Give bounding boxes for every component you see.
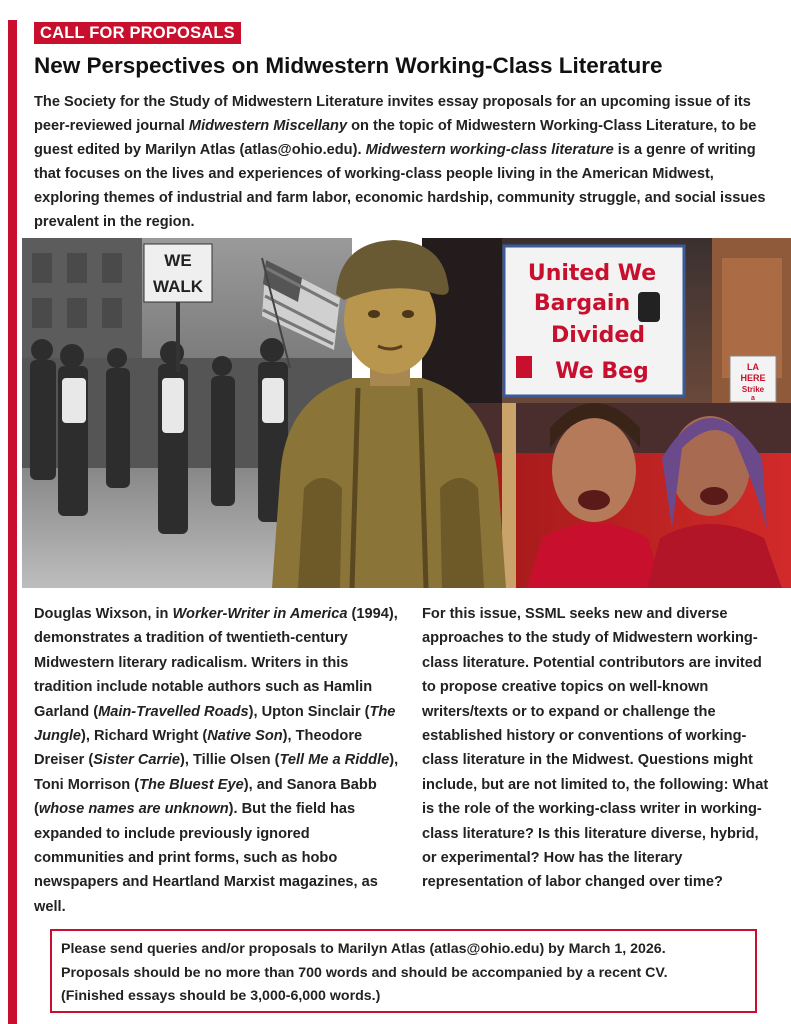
notice-line-1: Please send queries and/or proposals to Marilyn Atlas (atlas@ohio.edu) by March 1, 2026. [61,941,666,957]
wooden-ruler [502,403,516,588]
svg-text:LA: LA [747,362,759,372]
right-column-paragraph: For this issue, SSML seeks new and diverse approaches to the study of Midwestern working-class literature. Potential contributors are invited to propose creative topics on well-known writers/texts or to expand or challenge the established history or conventions of working-class literature in the Midwest. Questions might include, but are not limited to, the following: What is the role of the working-class writer in working-class literature? Is this literature diverse, hybrid, or experimental? How has the literary representation of labor changed over time? [422,606,769,891]
svg-text:a: a [751,395,755,402]
sign-walk-text: WALK [152,277,204,296]
submission-notice-box [50,929,757,1013]
modern-rally-photo [422,238,791,408]
sign-line-3: Divided [550,323,646,348]
protest-photo-collage [22,238,791,588]
left-column-paragraph: Douglas Wixson, in Worker-Writer in America (1994), demonstrates a tradition of twentieth-century Midwestern literary radicalism. Writers in this tradition include notable authors such as Hamlin Garland (Main-Travelled Roads), Upton Sinclair (The Jungle), Richard Wright (Native Son), Theodore Dreiser (Sister Carrie), Tillie Olsen (Tell Me a Riddle), Toni Morrison (The Bluest Eye), and Sanora Babb (whose names are unknown). But the field has expanded to include previously ignored communities and print forms, such as hobo newspapers and Heartland Marxist magazines, as well. [34,606,399,915]
left-accent-bar [8,20,17,1024]
notice-line-3: (Finished essays should be 3,000-6,000 words.) [61,988,381,1004]
small-strike-sign [730,356,776,402]
genre-term: Midwestern working-class literature [365,142,614,158]
union-sign [504,246,684,396]
notice-line-2: Proposals should be no more than 700 words and should be accompanied by a recent CV. [61,964,668,981]
sign-line-2: Bargain [533,291,631,316]
svg-text:Strike: Strike [741,385,765,394]
sign-line-4: We Beg [555,359,649,384]
call-for-proposals-badge: CALL FOR PROPOSALS [34,22,241,44]
sign-line-1: United We [527,261,657,286]
raised-fist-icon [638,292,660,322]
journal-title: Midwestern Miscellany [188,118,348,134]
page-title: New Perspectives on Midwestern Working-Class Literature [34,53,663,78]
sign-we-text: WE [164,251,192,270]
intro-paragraph: The Society for the Study of Midwestern Literature invites essay proposals for an upcoming issue of its peer-reviewed journal Midwestern Miscellany on the topic of Midwestern Working-Class Literature, to be guest edited by Marilyn Atlas (atlas@ohio.edu). Midwestern working-class literature is a genre of writing that focuses on the lives and experiences of working-class people living in the American Midwest, exploring themes of industrial and farm labor, economic hardship, community struggle, and social issues prevalent in the region. [34,94,766,230]
svg-text:HERE: HERE [740,373,766,383]
